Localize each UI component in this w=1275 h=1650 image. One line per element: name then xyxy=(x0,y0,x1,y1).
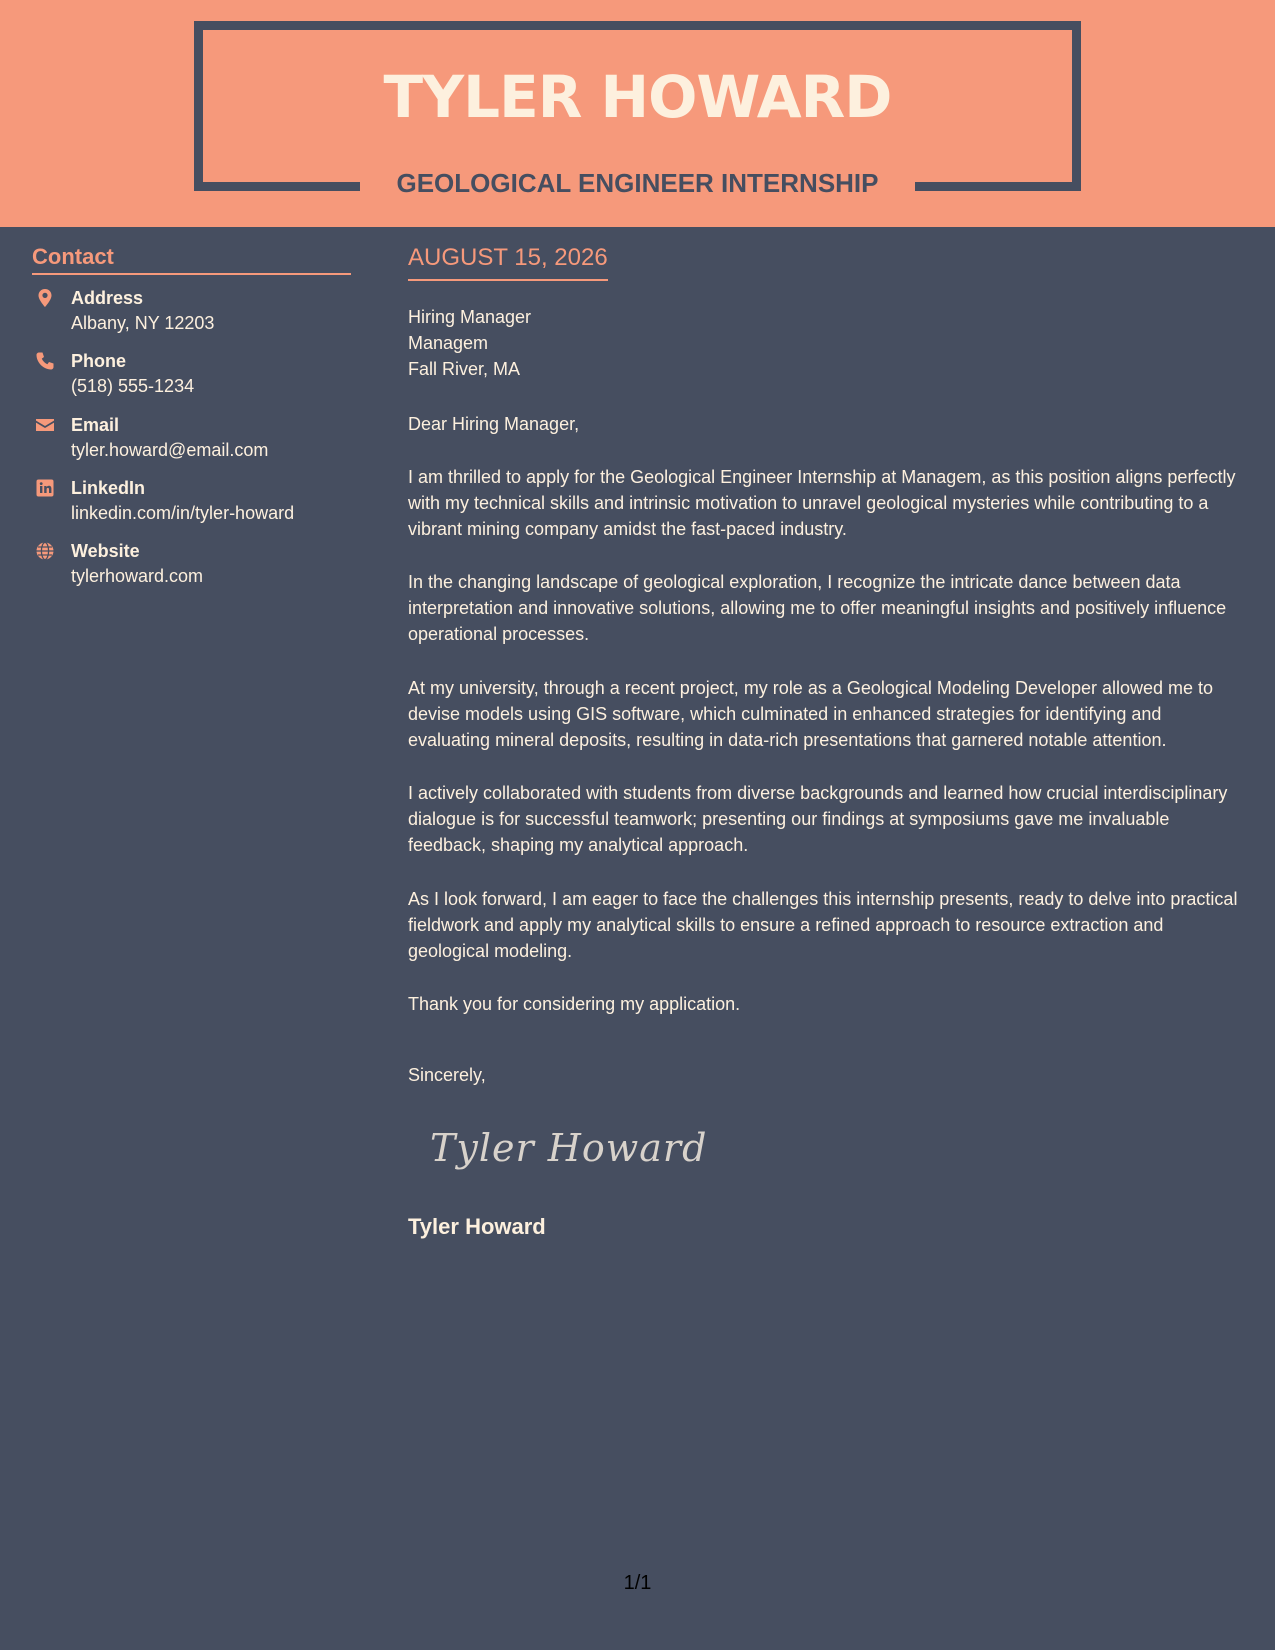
job-title: GEOLOGICAL ENGINEER INTERNSHIP xyxy=(396,168,879,198)
contact-value: (518) 555-1234 xyxy=(71,376,195,396)
page-number: 1/1 xyxy=(623,1572,652,1594)
letter-body xyxy=(408,243,1248,1239)
handwritten-signature: Tyler Howard xyxy=(430,1126,708,1170)
contact-sidebar xyxy=(32,243,351,586)
salutation: Dear Hiring Manager, xyxy=(408,414,580,434)
letter-paragraph: As I look forward, I am eager to face the challenges this internship presents, ready to delve into practical fieldwork and apply my analytical skills to ensure a refined approach to resource extraction and geological modeling. xyxy=(408,889,1238,961)
letter-paragraph: In the changing landscape of geological exploration, I recognize the intricate dance between data interpretation and innovative solutions, allowing me to offer meaningful insights and positively influence operational processes. xyxy=(408,572,1227,644)
signer-name: Tyler Howard xyxy=(408,1214,546,1239)
contact-label: LinkedIn xyxy=(71,478,146,498)
applicant-name: TYLER HOWARD xyxy=(383,63,892,131)
contact-label: Address xyxy=(71,288,144,308)
phone-icon xyxy=(35,351,55,371)
contact-value: Albany, NY 12203 xyxy=(71,313,215,333)
recipient-block xyxy=(408,304,531,382)
thank-you-line: Thank you for considering my application. xyxy=(408,994,741,1014)
letter-paragraph: I actively collaborated with students from diverse backgrounds and learned how crucial interdisciplinary dialogue is for successful teamwork; presenting our findings at symposiums gave me invaluable feedback, shaping my analytical approach. xyxy=(408,783,1228,855)
globe-icon xyxy=(35,541,55,561)
name-frame-top xyxy=(194,21,1081,30)
letter-date: AUGUST 15, 2026 xyxy=(408,243,608,281)
map-pin-icon xyxy=(35,288,55,308)
email-icon xyxy=(35,415,55,435)
contact-value: tylerhoward.com xyxy=(71,566,204,586)
contact-label: Website xyxy=(71,541,140,561)
recipient-line: Managem xyxy=(408,333,489,353)
contact-heading: Contact xyxy=(32,243,351,275)
letter-paragraph: At my university, through a recent project, my role as a Geological Modeling Developer allowed me to devise models using GIS software, which culminated in enhanced strategies for identifying and evaluating mineral deposits, resulting in data-rich presentations that garnered notable attention. xyxy=(408,678,1214,750)
recipient-line: Hiring Manager xyxy=(408,307,532,327)
contact-label: Phone xyxy=(71,351,127,371)
contact-value: linkedin.com/in/tyler-howard xyxy=(71,503,295,523)
contact-value: tyler.howard@email.com xyxy=(71,440,269,460)
contact-label: Email xyxy=(71,415,120,435)
recipient-line: Fall River, MA xyxy=(408,359,521,379)
linkedin-icon xyxy=(35,478,55,498)
letter-paragraph: I am thrilled to apply for the Geological Engineer Internship at Managem, as this position aligns perfectly with my technical skills and intrinsic motivation to unravel geological mysteries while contributing to a vibrant mining company amidst the fast-paced industry. xyxy=(408,467,1236,539)
header-banner xyxy=(0,0,1275,227)
closing: Sincerely, xyxy=(408,1065,486,1085)
